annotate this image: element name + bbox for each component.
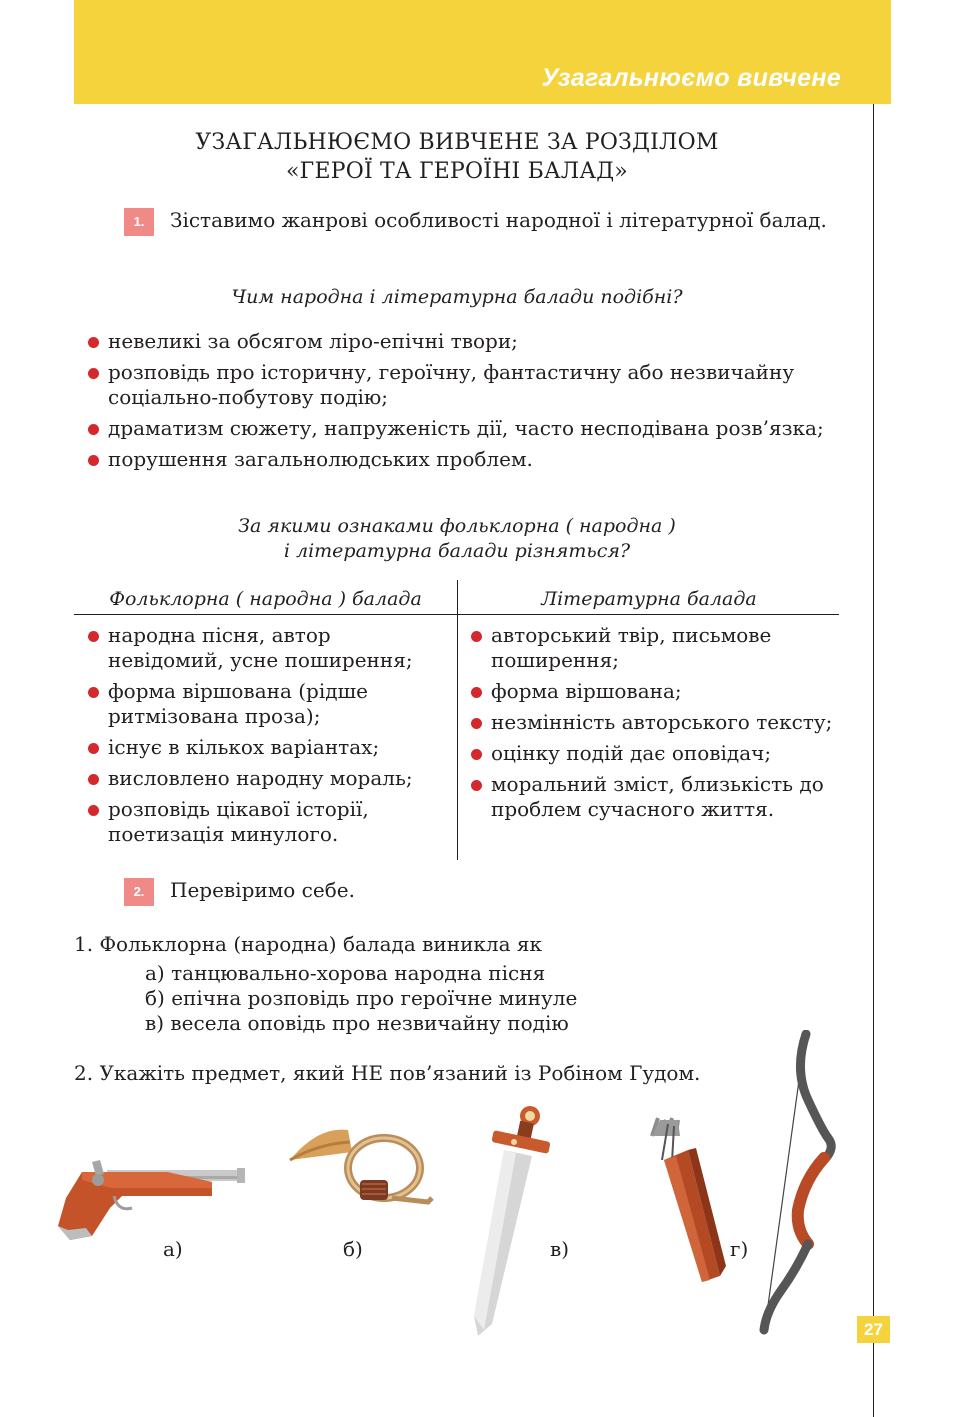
bullet-icon — [88, 805, 99, 816]
question-1-text: 1. Фольклорна (народна) балада виникла як — [74, 932, 543, 956]
page-margin-rule — [873, 104, 874, 1417]
pistol-icon — [52, 1158, 247, 1248]
task-1-text: Зіставимо жанрові особливості народної і літературної балад. — [170, 208, 827, 232]
option-d-label: г) — [730, 1237, 749, 1261]
list-item: розповідь про історичну, героїчну, фантастичну або незвичайну соціально-побутову подію; — [88, 360, 838, 410]
folk-ballad-list — [88, 623, 443, 853]
bullet-icon — [88, 631, 99, 642]
folk-ballad-column-header: Фольклорна ( народна ) балада — [109, 588, 422, 610]
bow-icon — [756, 1030, 846, 1335]
quiver-icon — [640, 1116, 730, 1286]
list-item: форма віршована; — [471, 679, 839, 704]
question-1-option-a: а) танцювально-хорова народна пісня — [145, 961, 546, 985]
list-item: оцінку подій дає оповідач; — [471, 741, 839, 766]
list-item: незмінність авторського тексту; — [471, 710, 839, 735]
list-item: форма віршована (рідше ритмізована проза); — [88, 679, 443, 729]
bullet-icon — [88, 743, 99, 754]
table-column-divider — [457, 580, 458, 860]
similar-list — [88, 329, 838, 478]
differ-heading-line-2: і літературна балади різняться? — [283, 540, 631, 562]
differ-heading — [74, 514, 840, 564]
section-title: Узагальнюємо вивчене — [541, 64, 841, 92]
page-title-line-1: УЗАГАЛЬНЮЄМО ВИВЧЕНЕ ЗА РОЗДІЛОМ — [195, 130, 719, 155]
bullet-icon — [88, 455, 99, 466]
similar-heading: Чим народна і літературна балади подібні? — [231, 286, 683, 308]
list-item: існує в кількох варіантах; — [88, 735, 443, 760]
hunting-horn-icon — [288, 1122, 438, 1212]
list-item: порушення загальнолюдських проблем. — [88, 447, 838, 472]
list-item: висловлено народну мораль; — [88, 766, 443, 791]
list-item: розповідь цікавої історії, поетизація минулого. — [88, 797, 443, 847]
question-1-option-c: в) весела оповідь про незвичайну подію — [145, 1011, 569, 1035]
task-1-badge: 1. — [124, 208, 154, 236]
page-title-line-2: «ГЕРОЇ ТА ГЕРОЇНІ БАЛАД» — [286, 159, 628, 184]
literary-ballad-list — [471, 623, 839, 828]
bullet-icon — [471, 749, 482, 760]
bullet-icon — [471, 718, 482, 729]
task-2-text: Перевіримо себе. — [170, 878, 355, 902]
bullet-icon — [88, 687, 99, 698]
list-item: драматизм сюжету, напруженість дії, часто несподівана розв’язка; — [88, 416, 838, 441]
list-item: моральний зміст, близькість до проблем сучасного життя. — [471, 772, 839, 822]
option-a-label: а) — [163, 1237, 183, 1261]
header-band — [74, 0, 891, 104]
bullet-icon — [471, 631, 482, 642]
bullet-icon — [88, 424, 99, 435]
differ-heading-line-1: За якими ознаками фольклорна ( народна ) — [238, 515, 676, 537]
list-item: народна пісня, автор невідомий, усне поширення; — [88, 623, 443, 673]
bullet-icon — [471, 780, 482, 791]
option-b-label: б) — [343, 1237, 363, 1261]
list-item: авторський твір, письмове поширення; — [471, 623, 839, 673]
question-1-option-b: б) епічна розповідь про героїчне минуле — [145, 986, 578, 1010]
sword-icon — [470, 1104, 550, 1339]
page-title — [74, 128, 840, 186]
bullet-icon — [88, 774, 99, 785]
page-number: 27 — [857, 1316, 890, 1343]
literary-ballad-column-header: Літературна балада — [541, 588, 757, 610]
option-c-label: в) — [550, 1237, 570, 1261]
bullet-icon — [471, 687, 482, 698]
bullet-icon — [88, 337, 99, 348]
list-item: невеликі за обсягом ліро-епічні твори; — [88, 329, 838, 354]
question-2-text: 2. Укажіть предмет, який НЕ пов’язаний із Робіном Гудом. — [74, 1061, 701, 1085]
bullet-icon — [88, 368, 99, 379]
task-2-badge: 2. — [124, 878, 154, 906]
